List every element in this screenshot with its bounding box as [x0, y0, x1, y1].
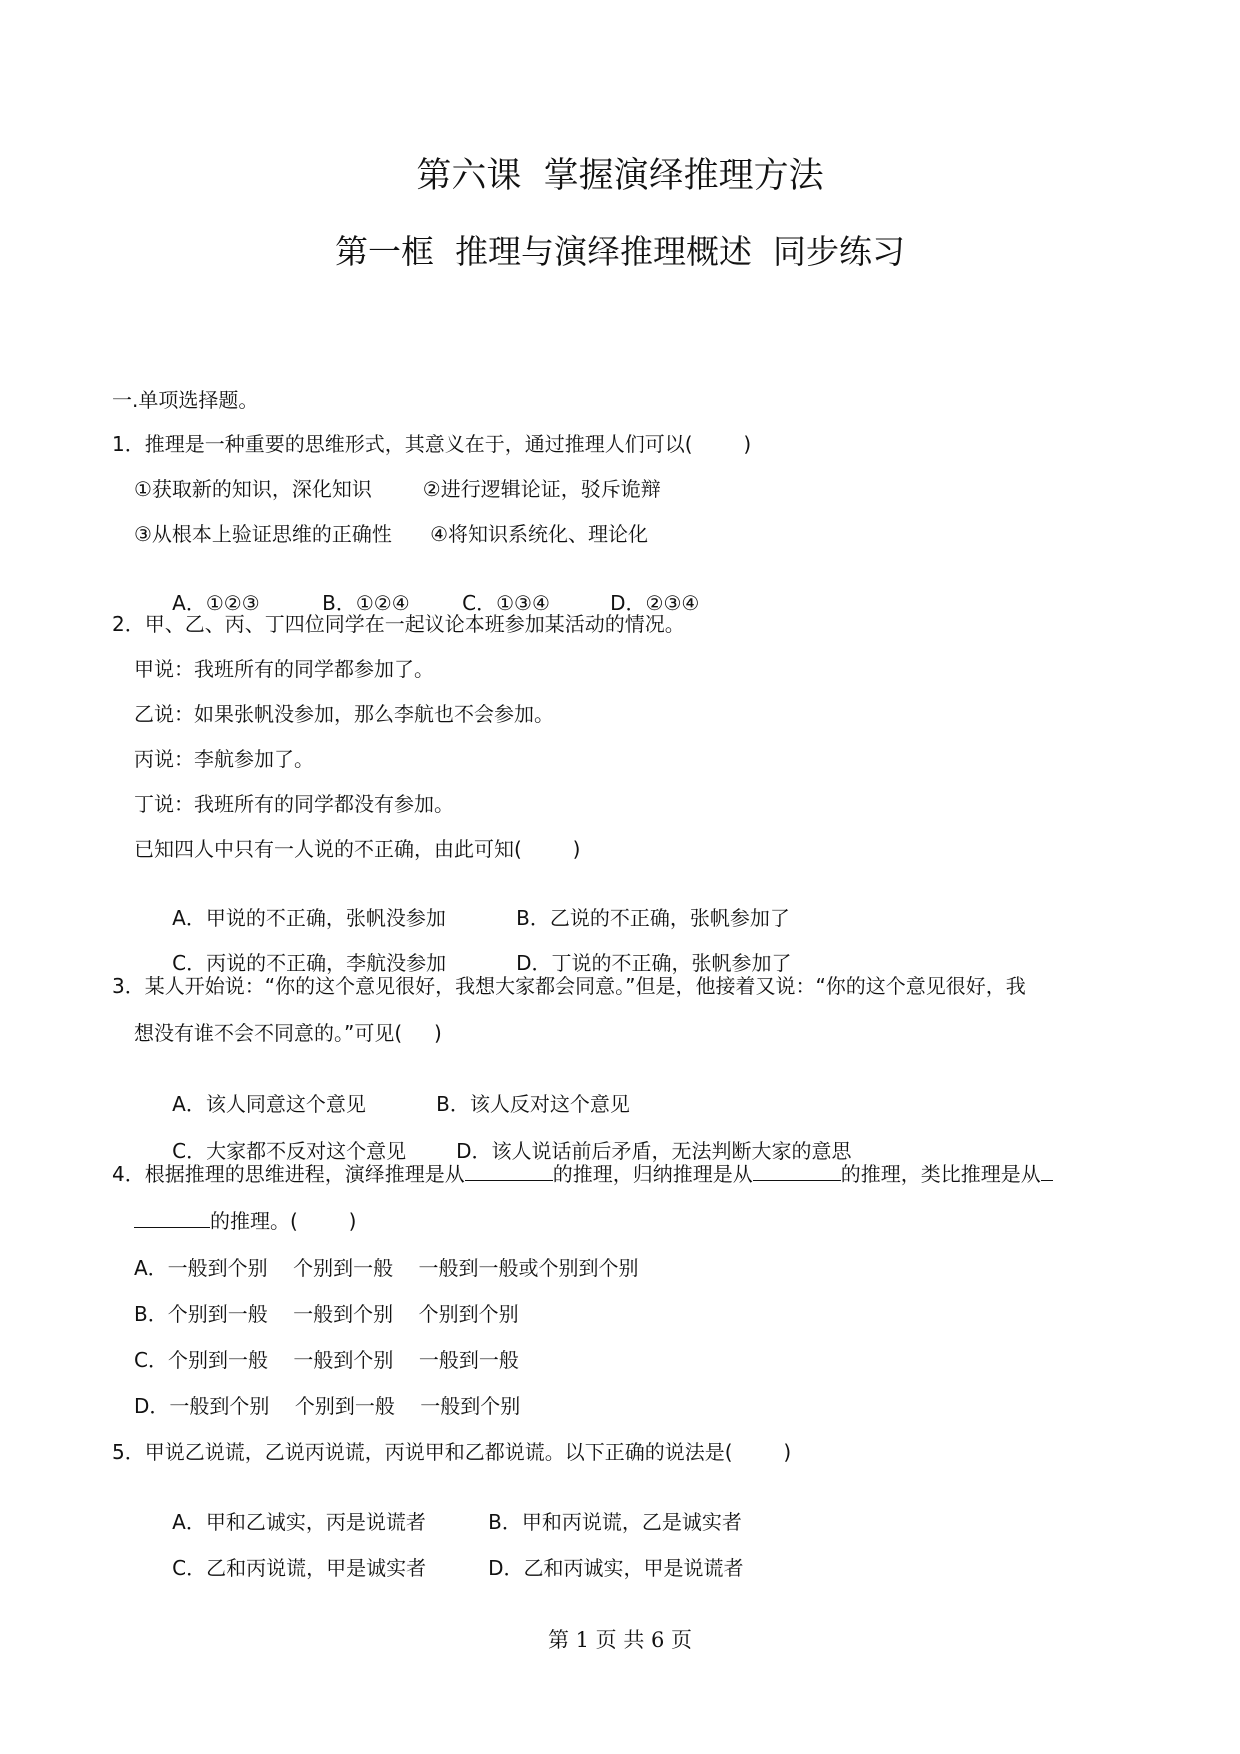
page-footer: 第 1 页 共 6 页 [547, 1628, 693, 1652]
option-b[interactable]: B．个别到一般 一般到个别 个别到个别 [134, 1302, 519, 1326]
option-a[interactable]: A．一般到个别 个别到一般 一般到一般或个别到个别 [134, 1256, 639, 1280]
option-d[interactable]: D．②③④ [610, 591, 700, 615]
fill-blank-3-start [1041, 1162, 1053, 1181]
option-b[interactable]: B．甲和丙说谎，乙是诚实者 [488, 1510, 742, 1534]
question-statement: 丁说：我班所有的同学都没有参加。 [134, 792, 454, 816]
option-c[interactable]: C．①③④ [462, 591, 550, 615]
option-d[interactable]: D．丁说的不正确，张帆参加了 [516, 951, 792, 975]
question-statement: ①获取新的知识，深化知识 ②进行逻辑论证，驳斥诡辩 [134, 477, 661, 501]
fill-blank-3-end [134, 1209, 210, 1228]
page-subtitle: 第一框 推理与演绎推理概述 同步练习 [335, 232, 905, 271]
stem-part: 的推理，归纳推理是从 [552, 1162, 753, 1186]
option-c[interactable]: C．个别到一般 一般到个别 一般到一般 [134, 1348, 519, 1372]
question-statement: 甲说：我班所有的同学都参加了。 [134, 657, 434, 681]
question-stem-continued: 想没有谁不会不同意的。”可见( ) [134, 1021, 442, 1045]
option-c[interactable]: C．丙说的不正确，李航没参加 [172, 951, 447, 975]
option-a[interactable]: A．甲说的不正确，张帆没参加 [172, 906, 446, 930]
fill-blank-2 [753, 1162, 841, 1181]
question-statement: 乙说：如果张帆没参加，那么李航也不会参加。 [134, 702, 554, 726]
stem-part: 的推理，类比推理是从 [840, 1162, 1041, 1186]
question-statement: 已知四人中只有一人说的不正确，由此可知( ) [134, 837, 581, 861]
question-stem: 2．甲、乙、丙、丁四位同学在一起议论本班参加某活动的情况。 [112, 612, 685, 636]
option-d[interactable]: D．乙和丙诚实，甲是说谎者 [488, 1556, 744, 1580]
option-d[interactable]: D．一般到个别 个别到一般 一般到个别 [134, 1394, 521, 1418]
question-statement: 丙说：李航参加了。 [134, 747, 314, 771]
page-title: 第六课 掌握演绎推理方法 [416, 156, 824, 196]
question-statement: ③从根本上验证思维的正确性 ④将知识系统化、理论化 [134, 522, 649, 546]
option-a[interactable]: A．该人同意这个意见 [172, 1092, 366, 1116]
question-stem: 5．甲说乙说谎，乙说丙说谎，丙说甲和乙都说谎。以下正确的说法是( ) [112, 1440, 792, 1464]
question-stem: 3．某人开始说：“你的这个意见很好，我想大家都会同意。”但是，他接着又说：“你的这个意见很好，我 [112, 974, 1026, 998]
question-stem: 1．推理是一种重要的思维形式，其意义在于，通过推理人们可以( ) [112, 432, 752, 456]
question-stem-continued [134, 1209, 356, 1233]
option-a[interactable]: A．甲和乙诚实，丙是说谎者 [172, 1510, 426, 1534]
stem-part: 4．根据推理的思维进程，演绎推理是从 [112, 1162, 465, 1186]
option-c[interactable]: C．乙和丙说谎，甲是诚实者 [172, 1556, 427, 1580]
fill-blank-1 [465, 1162, 553, 1181]
section-heading: 一.单项选择题。 [112, 388, 259, 412]
option-b[interactable]: B．①②④ [322, 591, 410, 615]
stem-part: 的推理。( ) [210, 1209, 357, 1233]
option-a[interactable]: A．①②③ [172, 591, 260, 615]
options-row [134, 1532, 744, 1604]
option-d[interactable]: D．该人说话前后矛盾，无法判断大家的意思 [456, 1139, 852, 1163]
question-stem [112, 1162, 1053, 1186]
option-b[interactable]: B．乙说的不正确，张帆参加了 [516, 906, 790, 930]
option-c[interactable]: C．大家都不反对这个意见 [172, 1139, 407, 1163]
option-b[interactable]: B．该人反对这个意见 [436, 1092, 630, 1116]
